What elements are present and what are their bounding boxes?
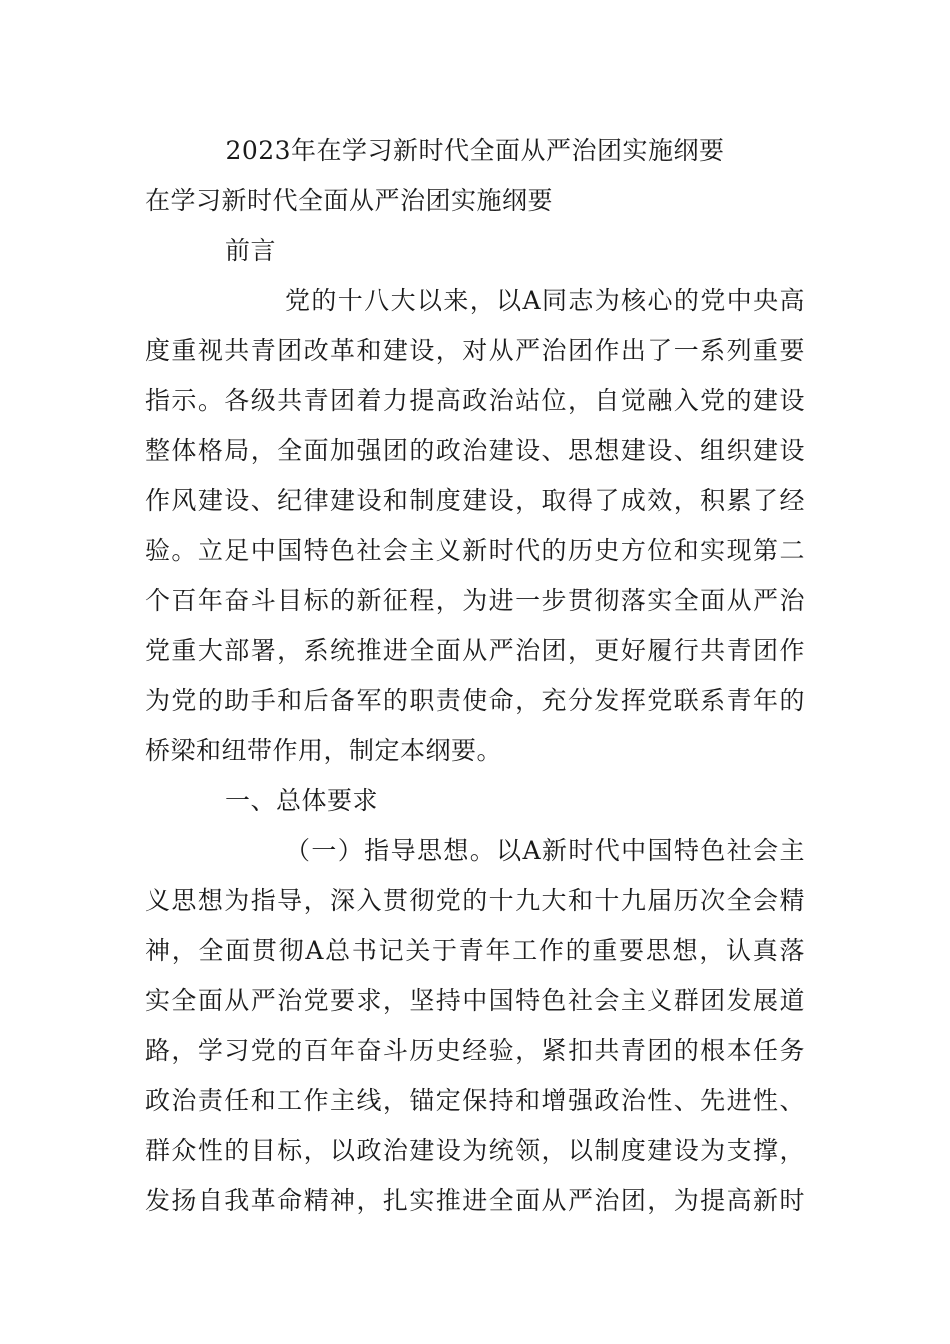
preface-line: 度重视共青团改革和建设，对从严治团作出了一系列重要 bbox=[145, 336, 805, 365]
preface-line: 验。立足中国特色社会主义新时代的历史方位和实现第二 bbox=[145, 536, 805, 565]
section-line: 实全面从严治党要求，坚持中国特色社会主义群团发展道 bbox=[145, 986, 805, 1015]
preface-line: 党的十八大以来，以A同志为核心的党中央高 bbox=[285, 286, 805, 315]
preface-line: 整体格局，全面加强团的政治建设、思想建设、组织建设 bbox=[145, 436, 805, 465]
section-line: 路，学习党的百年奋斗历史经验，紧扣共青团的根本任务 bbox=[145, 1036, 805, 1065]
section-line: （一）指导思想。以A新时代中国特色社会主 bbox=[285, 836, 805, 865]
document-title: 2023年在学习新时代全面从严治团实施纲要 bbox=[225, 136, 725, 165]
document-subtitle: 在学习新时代全面从严治团实施纲要 bbox=[145, 186, 554, 215]
section-heading: 一、总体要求 bbox=[225, 786, 379, 815]
preface-line: 桥梁和纽带作用，制定本纲要。 bbox=[145, 736, 503, 765]
preface-line: 个百年奋斗目标的新征程，为进一步贯彻落实全面从严治 bbox=[145, 586, 805, 615]
section-line: 神，全面贯彻A总书记关于青年工作的重要思想，认真落 bbox=[145, 936, 805, 965]
section-line: 义思想为指导，深入贯彻党的十九大和十九届历次全会精 bbox=[145, 886, 805, 915]
preface-line: 为党的助手和后备军的职责使命，充分发挥党联系青年的 bbox=[145, 686, 805, 715]
section-line: 群众性的目标，以政治建设为统领，以制度建设为支撑， bbox=[145, 1136, 805, 1165]
preface-line: 指示。各级共青团着力提高政治站位，自觉融入党的建设 bbox=[145, 386, 805, 415]
section-line: 发扬自我革命精神，扎实推进全面从严治团，为提高新时 bbox=[145, 1186, 805, 1215]
preface-line: 作风建设、纪律建设和制度建设，取得了成效，积累了经 bbox=[145, 486, 805, 515]
section-line: 政治责任和工作主线，锚定保持和增强政治性、先进性、 bbox=[145, 1086, 805, 1115]
preface-heading: 前言 bbox=[225, 236, 277, 265]
preface-line: 党重大部署，系统推进全面从严治团，更好履行共青团作 bbox=[145, 636, 805, 665]
